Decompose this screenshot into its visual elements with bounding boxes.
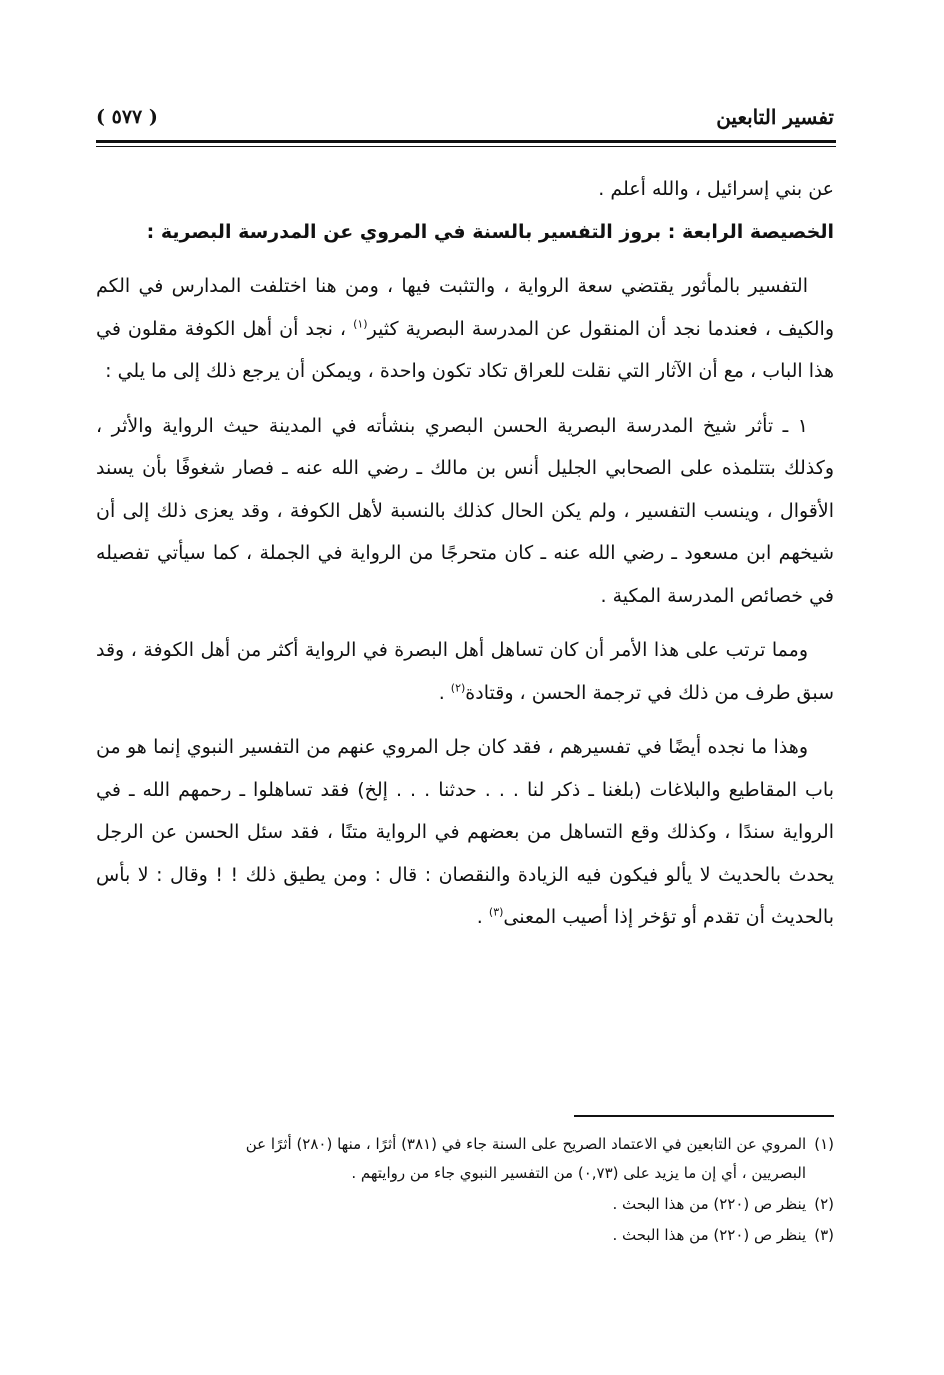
paragraph-1-text-a: التفسير بالمأثور يقتضي سعة الرواية ، والتثبت فيها ، ومن هنا اختلفت المدارس في الكم والكيف ، فعندما نجد أن المنقول عن المدرسة البصرية كثير [96, 275, 834, 340]
paragraph-3 [96, 629, 834, 714]
footnote-separator [574, 1115, 834, 1117]
footnote-2-number: (٢) [814, 1195, 834, 1213]
paragraph-4 [96, 726, 834, 939]
footnote-2-text: ينظر ص (٢٢٠) من هذا البحث . [612, 1195, 807, 1213]
footnote-1 [96, 1130, 834, 1188]
running-title: تفسير التابعين [716, 105, 834, 129]
footnote-1-number: (١) [814, 1135, 834, 1153]
footnotes [96, 1130, 834, 1252]
footnote-3-text: ينظر ص (٢٢٠) من هذا البحث . [612, 1226, 807, 1244]
footnote-ref-1[interactable]: (١) [353, 317, 368, 331]
main-text [96, 168, 834, 939]
footnote-3 [96, 1221, 834, 1250]
footnote-ref-3[interactable]: (٣) [488, 905, 504, 919]
paragraph-3-text-b: . [438, 681, 451, 704]
paragraph-2: ١ ـ تأثر شيخ المدرسة البصرية الحسن البصري بنشأته في المدينة حيث الرواية والأثر ، وكذلك بتتلمذه على الصحابي الجليل أنس بن مالك ـ رضي الله عنه ـ فصار شغوفًا بأن يسند الأقوال ، وينسب التفسير ، ولم يكن الحال كذلك بالنسبة لأهل الكوفة ، وقد يعزى ذلك إلى أن شيخهم ابن مسعود ـ رضي الله عنه ـ كان متحرجًا من الرواية في الجملة ، كما سيأتي تفصيله في خصائص المدرسة المكية . [96, 414, 834, 607]
running-header [96, 100, 834, 134]
paragraph-1 [96, 265, 834, 393]
paragraph-continuation: عن بني إسرائيل ، والله أعلم . [598, 178, 834, 200]
header-rule-thin [96, 146, 836, 147]
paragraph-4-text-a: وهذا ما نجده أيضًا في تفسيرهم ، فقد كان جل المروي عنهم من التفسير النبوي إنما هو من باب المقاطيع والبلاغات (بلغنا ـ ذكر لنا . . . حدثنا . . . إلخ) فقد تساهلوا ـ رحمهم الله ـ في الرواية سندًا ، وكذلك وقع التساهل من بعضهم في الرواية متنًا ، فقد سئل الحسن عن الرجل يحدث بالحديث لا يألو فيكون فيه الزيادة والنقصان : قال : ومن يطيق ذلك ! ! وقال : لا بأس بالحديث أن تقدم أو تؤخر إذا أصيب المعنى [96, 736, 834, 928]
header-rule-thick [96, 140, 836, 143]
paragraph-3-text-a: ومما ترتب على هذا الأمر أن كان تساهل أهل البصرة في الرواية أكثر من أهل الكوفة ، وقد سبق طرف من ذلك في ترجمة الحسن ، وقتادة [96, 639, 834, 704]
footnote-3-number: (٣) [814, 1226, 834, 1244]
page-number: ( ٥٧٧ ) [96, 106, 158, 128]
paragraph-4-text-b: . [476, 906, 489, 928]
footnote-2 [96, 1190, 834, 1219]
footnote-ref-2[interactable]: (٢) [450, 681, 466, 695]
paragraph-1-text-b: ، نجد أن أهل الكوفة مقلون في هذا الباب ، مع أن الآثار التي نقلت للعراق تكاد تكون واحدة ، ويمكن أن يرجع ذلك إلى ما يلي : [96, 317, 834, 382]
footnote-1-text-b: البصريين ، أي إن ما يزيد على (٠,٧٣) من التفسير النبوي جاء من روايتهم . [351, 1164, 806, 1182]
section-heading: الخصيصة الرابعة : بروز التفسير بالسنة في المروي عن المدرسة البصرية : [146, 220, 834, 243]
footnote-1-text-a: المروي عن التابعين في الاعتماد الصريح على السنة جاء في (٣٨١) أثرًا ، منها (٢٨٠) أثرًا عن [245, 1135, 807, 1153]
